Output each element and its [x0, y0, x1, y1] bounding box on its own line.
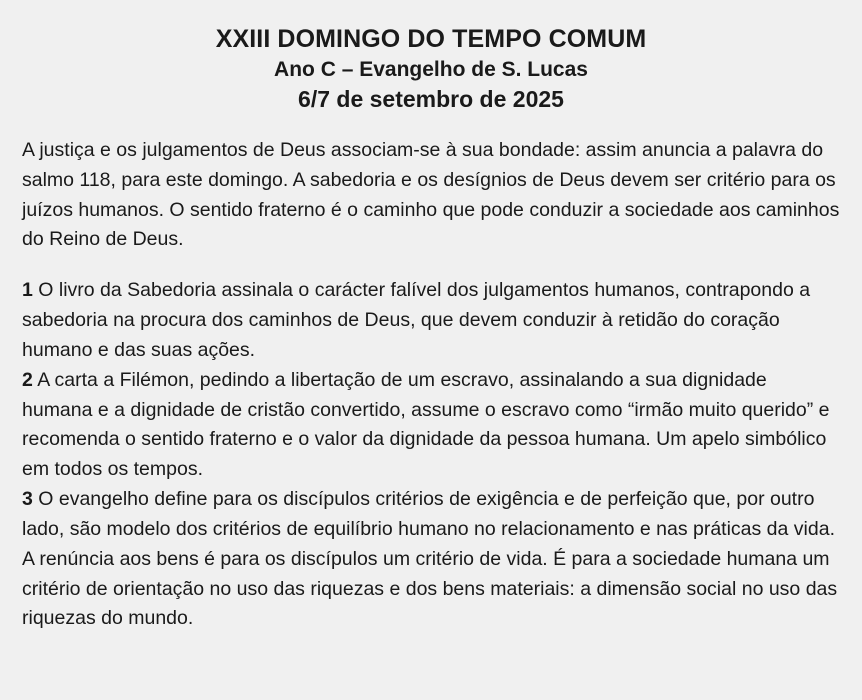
- list-item-text: A carta a Filémon, pedindo a libertação de um escravo, assinalando a sua dignidade humana e a dignidade de cristão convertido, assume o escravo como “irmão muito querido” e recomenda o sentido fraterno e o valor da dignidade da pessoa humana. Um apelo simbólico em todos os tempos.: [22, 368, 830, 481]
- intro-paragraph: A justiça e os julgamentos de Deus associam-se à sua bondade: assim anuncia a palavra do salmo 118, para este domingo. A sabedoria e os desígnios de Deus devem ser critério para os juízos humanos. O sentido fraterno é o caminho que pode conduzir a sociedade aos caminhos do Reino de Deus.: [22, 139, 840, 251]
- list-item-text: O livro da Sabedoria assinala o carácter falível dos julgamentos humanos, contrapondo a sabedoria na procura dos caminhos de Deus, que devem conduzir à retidão do coração humano e das suas ações.: [22, 279, 811, 361]
- document-header: [22, 24, 840, 114]
- list-item-number: 2: [22, 368, 33, 391]
- list-item: [22, 485, 840, 634]
- list-item-number: 3: [22, 488, 33, 511]
- list-item: [22, 366, 840, 485]
- page-title: XXIII DOMINGO DO TEMPO COMUM: [215, 25, 647, 53]
- page-subtitle: Ano C – Evangelho de S. Lucas: [274, 58, 588, 81]
- list-item-text: O evangelho define para os discípulos critérios de exigência e de perfeição que, por outro lado, são modelo dos critérios de equilíbrio humano no relacionamento e nas práticas da vida. A renúncia aos bens é para os discípulos um critério de vida. É para a sociedade humana um critério de orientação no uso das riquezas e dos bens materiais: a dimensão social no uso das riquezas do mundo.: [22, 488, 838, 630]
- page-date: 6/7 de setembro de 2025: [298, 86, 564, 113]
- list-item-number: 1: [22, 279, 33, 302]
- list-item: [22, 276, 840, 365]
- document-body: [22, 136, 840, 634]
- paragraph-spacer: [22, 255, 840, 276]
